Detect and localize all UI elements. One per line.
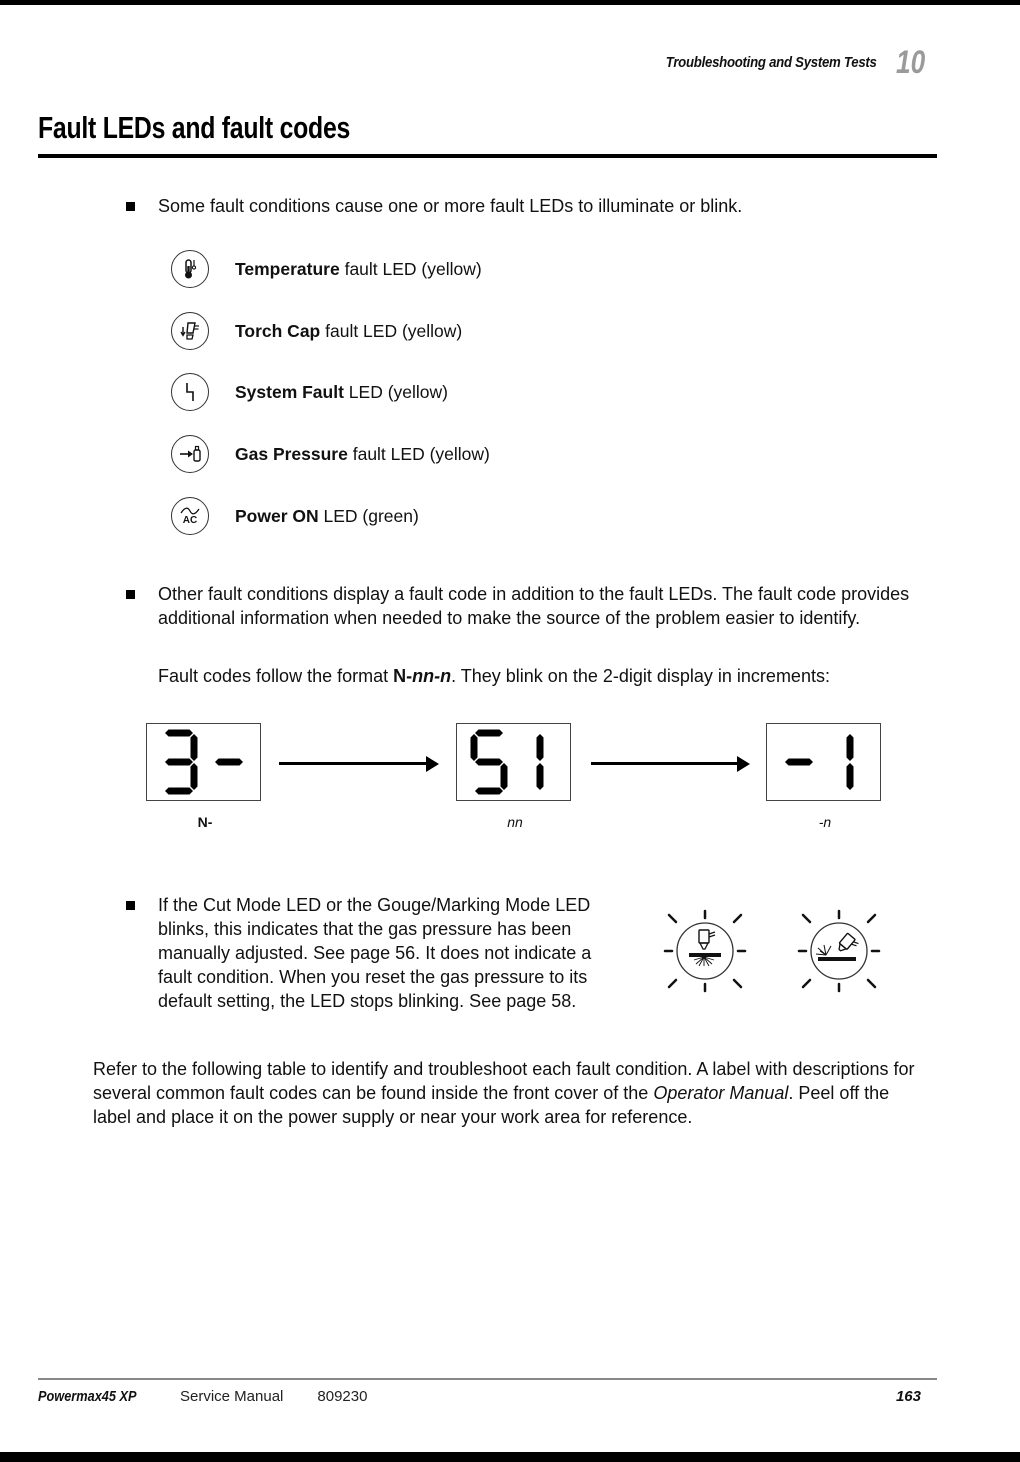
led-item-power-on <box>171 497 419 535</box>
bullet-marker <box>126 202 135 211</box>
led-label: Torch Cap fault LED (yellow) <box>235 320 463 341</box>
arrow-right <box>591 762 738 765</box>
segment-b <box>191 734 198 761</box>
led-label: Power ON LED (green) <box>235 505 419 526</box>
footer-rule <box>38 1378 937 1380</box>
footer-part-number: 809230 <box>317 1388 368 1405</box>
led-label: System Fault LED (yellow) <box>235 381 448 402</box>
led-label: Gas Pressure fault LED (yellow) <box>235 443 490 464</box>
segment-c <box>191 763 198 790</box>
seven-segment-readout <box>147 724 260 800</box>
section-title: Troubleshooting and System Tests <box>665 54 877 71</box>
mode-bullet-text: If the Cut Mode LED or the Gouge/Marking Mode LED blinks, this indicates that the gas pressure has been manually adjusted. See page 56. It does not indicate a fault condition. When you reset the gas pressure to its default setting, the LED stops blinking. See page 58. <box>158 895 592 1011</box>
fault-code-format-text: Fault codes follow the format N-nn-n. They blink on the 2-digit display in increments: <box>158 666 830 686</box>
segment-c <box>847 763 854 790</box>
segment-g <box>785 759 813 766</box>
led-item-system-fault <box>171 373 448 411</box>
segment-g <box>165 759 193 766</box>
page-title: Fault LEDs and fault codes <box>38 110 351 145</box>
seven-segment-readout <box>767 724 880 800</box>
thermometer-icon <box>171 250 209 288</box>
display-caption-1: N- <box>197 814 213 830</box>
bottom-border <box>0 1452 1020 1462</box>
fault-code-bullet-text: Other fault conditions display a fault code in addition to the fault LEDs. The fault code provides additional information when needed to make the source of the problem easier to identify. <box>158 584 910 628</box>
segment-f <box>471 734 478 761</box>
chapter-number: 10 <box>896 44 926 80</box>
display-step-1 <box>146 723 261 801</box>
segment-c <box>501 763 508 790</box>
cut-mode-led-blinking-icon <box>662 908 748 999</box>
arrow-right <box>279 762 427 765</box>
torch-cap-icon <box>171 312 209 350</box>
led-label: Temperature fault LED (yellow) <box>235 258 482 279</box>
led-item-torch-cap <box>171 312 462 350</box>
gas-pressure-icon <box>171 435 209 473</box>
footer-page-number: 163 <box>895 1388 921 1405</box>
bullet-marker <box>126 590 135 599</box>
title-rule <box>38 154 937 158</box>
ac-power-icon <box>171 497 209 535</box>
seven-segment-readout <box>457 724 570 800</box>
led-item-gas-pressure <box>171 435 490 473</box>
display-caption-3: -n <box>818 814 832 830</box>
refer-paragraph: Refer to the following table to identify and troubleshoot each fault condition. A label with descriptions for several common fault codes can be found inside the front cover of the Operator Manual. Peel off the label and place it on the power supply or near your work area for reference. <box>93 1059 915 1127</box>
segment-g <box>215 759 243 766</box>
gouge-mode-led-blinking-icon <box>796 908 882 999</box>
display-step-2 <box>456 723 571 801</box>
footer-manual-type: Service Manual <box>180 1388 284 1405</box>
segment-b <box>537 734 544 761</box>
system-fault-icon <box>171 373 209 411</box>
display-step-3 <box>766 723 881 801</box>
led-item-temperature <box>171 250 482 288</box>
segment-d <box>475 788 503 795</box>
top-border <box>0 0 1020 5</box>
segment-d <box>165 788 193 795</box>
segment-c <box>537 763 544 790</box>
segment-g <box>475 759 503 766</box>
running-header <box>637 44 932 81</box>
segment-a <box>475 730 503 737</box>
intro-bullet-text: Some fault conditions cause one or more fault LEDs to illuminate or blink. <box>158 196 743 216</box>
bullet-marker <box>126 901 135 910</box>
footer-product: Powermax45 XP <box>38 1388 137 1405</box>
ac-label: AC <box>182 514 198 526</box>
display-caption-2: nn <box>507 814 523 830</box>
segment-a <box>165 730 193 737</box>
segment-b <box>847 734 854 761</box>
page-footer <box>38 1388 921 1405</box>
